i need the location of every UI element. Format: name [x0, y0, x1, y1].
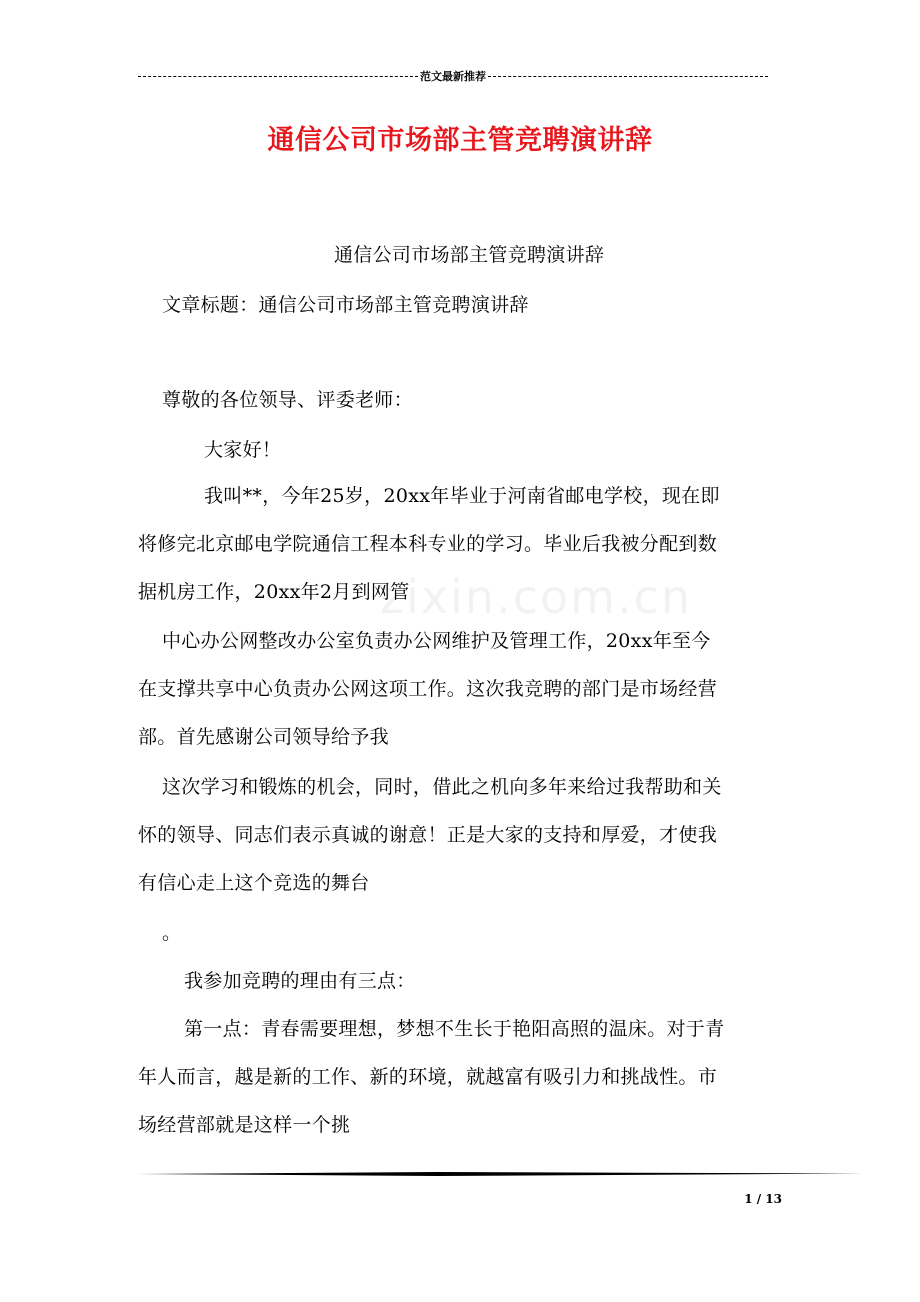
page-number: 1 / 13: [744, 1192, 782, 1206]
reasons-intro: 我参加竞聘的理由有三点：: [184, 970, 416, 992]
header-label: 范文最新推荐: [420, 70, 486, 83]
paragraph-line: 将修完北京邮电学院通信工程本科专业的学习。毕业后我被分配到数: [138, 533, 718, 555]
article-title: 文章标题：通信公司市场部主管竞聘演讲辞: [162, 294, 529, 316]
paragraph-line: 在支撑共享中心负责办公网这项工作。这次我竞聘的部门是市场经营: [138, 678, 718, 700]
paragraph-line: 据机房工作，20xx年2月到网管: [138, 581, 410, 603]
watermark: zixin.com.cn: [380, 570, 693, 624]
header-dashes-right: [488, 76, 768, 77]
period: 。: [162, 922, 182, 944]
paragraph-line: 年人而言，越是新的工作、新的环境，就越富有吸引力和挑战性。市: [138, 1066, 718, 1088]
document-title: 通信公司市场部主管竞聘演讲辞: [267, 125, 653, 156]
paragraph-line: 部。首先感谢公司领导给予我: [138, 726, 389, 748]
paragraph-line: 这次学习和锻炼的机会，同时，借此之机向多年来给过我帮助和关: [162, 776, 722, 798]
salutation: 尊敬的各位领导、评委老师：: [162, 389, 413, 411]
paragraph-line: 第一点：青春需要理想，梦想不生长于艳阳高照的温床。对于青: [184, 1018, 725, 1040]
paragraph-line: 中心办公网整改办公室负责办公网维护及管理工作，20xx年至今: [162, 630, 711, 652]
header-dashes-left: [138, 76, 418, 77]
footer-rule: [138, 1171, 864, 1177]
greeting: 大家好！: [204, 439, 282, 461]
page-header: [138, 68, 768, 84]
paragraph-line: 有信心走上这个竞选的舞台: [138, 872, 370, 894]
paragraph-line: 场经营部就是这样一个挑: [138, 1114, 351, 1136]
paragraph-line: 怀的领导、同志们表示真诚的谢意！正是大家的支持和厚爱，才使我: [138, 824, 718, 846]
paragraph-line: 我叫**，今年25岁，20xx年毕业于河南省邮电学校，现在即: [204, 485, 720, 507]
subtitle: 通信公司市场部主管竞聘演讲辞: [334, 244, 605, 266]
